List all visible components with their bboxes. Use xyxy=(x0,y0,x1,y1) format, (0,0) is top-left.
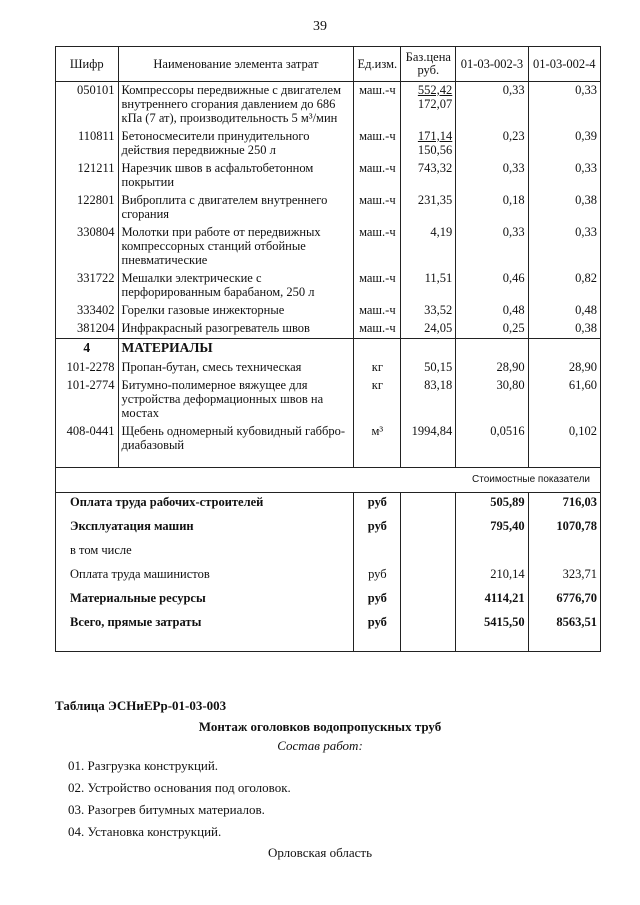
operation-item: 02. Устройство основания под оголовок. xyxy=(68,780,291,795)
value-col-3: 0,23 xyxy=(456,128,528,160)
works-title: Состав работ: xyxy=(277,738,363,753)
table-row xyxy=(56,270,601,302)
resource-price xyxy=(401,192,456,224)
table-body xyxy=(56,82,601,652)
value-col-4: 28,90 xyxy=(528,359,600,377)
summary-label: Материальные ресурсы xyxy=(56,589,354,613)
resource-name: Битумно-полимерное вяжущее для устройства деформационных швов на мостах xyxy=(118,377,354,423)
value-col-3: 0,25 xyxy=(456,320,528,339)
summary-label: Оплата труда машинистов xyxy=(56,565,354,589)
empty-cell xyxy=(528,455,600,468)
summary-unit: руб xyxy=(354,613,401,643)
page-number: 39 xyxy=(313,19,327,34)
summary-row xyxy=(56,541,601,565)
spacer-row xyxy=(56,455,601,468)
summary-col-3 xyxy=(456,541,528,565)
price-value-secondary: 150,56 xyxy=(417,143,453,157)
summary-col-4 xyxy=(528,541,600,565)
header-code: Шифр xyxy=(56,47,119,82)
summary-col-3: 4114,21 xyxy=(456,589,528,613)
resource-unit: маш.-ч xyxy=(354,128,401,160)
resource-unit: маш.-ч xyxy=(354,192,401,224)
resource-unit: маш.-ч xyxy=(354,270,401,302)
summary-label: Оплата труда рабочих-строителей xyxy=(56,493,354,518)
empty-cell xyxy=(354,643,401,652)
value-col-3: 30,80 xyxy=(456,377,528,423)
operations-list xyxy=(68,755,291,843)
value-col-3: 0,0516 xyxy=(456,423,528,455)
resource-name: Щебень одномерный кубовидный габбро-диабазовый xyxy=(118,423,354,455)
summary-row xyxy=(56,565,601,589)
price-value: 4,19 xyxy=(430,225,453,239)
resource-table xyxy=(55,46,601,652)
resource-code: 333402 xyxy=(56,302,119,320)
operation-item: 03. Разогрев битумных материалов. xyxy=(68,802,265,817)
resource-price xyxy=(401,82,456,129)
resource-unit: м³ xyxy=(354,423,401,455)
resource-name: Пропан-бутан, смесь техническая xyxy=(118,359,354,377)
summary-label: Всего, прямые затраты xyxy=(56,613,354,643)
empty-cell xyxy=(56,455,119,468)
table-row xyxy=(56,320,601,339)
resource-unit: маш.-ч xyxy=(354,82,401,129)
resource-price: 1994,84 xyxy=(401,423,456,455)
resource-code: 101-2774 xyxy=(56,377,119,423)
resource-unit: маш.-ч xyxy=(354,320,401,339)
resource-name: Молотки при работе от передвижных компрессорных станций отбойные пневматические xyxy=(118,224,354,270)
table-row xyxy=(56,423,601,455)
price-value-secondary: 172,07 xyxy=(417,97,453,111)
price-value: 552,42 xyxy=(417,83,453,97)
empty-cell xyxy=(56,643,354,652)
caption-row xyxy=(56,468,601,493)
value-col-4: 0,38 xyxy=(528,320,600,339)
table-row xyxy=(56,224,601,270)
resource-price xyxy=(401,302,456,320)
resource-code: 331722 xyxy=(56,270,119,302)
value-col-3: 0,33 xyxy=(456,82,528,129)
empty-cell xyxy=(401,541,456,565)
table-row xyxy=(56,192,601,224)
empty-cell xyxy=(528,643,600,652)
table-row xyxy=(56,302,601,320)
resource-code: 110811 xyxy=(56,128,119,160)
resource-price xyxy=(401,320,456,339)
table-subtitle: Монтаж оголовков водопропускных труб xyxy=(198,719,442,734)
empty-cell xyxy=(401,613,456,643)
resource-name: Мешалки электрические с перфорированным барабаном, 250 л xyxy=(118,270,354,302)
price-value: 24,05 xyxy=(424,321,453,335)
summary-col-3: 795,40 xyxy=(456,517,528,541)
summary-col-3: 5415,50 xyxy=(456,613,528,643)
value-col-4: 0,33 xyxy=(528,82,600,129)
summary-row xyxy=(56,613,601,643)
empty-cell xyxy=(354,455,401,468)
operation-item: 04. Установка конструкций. xyxy=(68,824,222,839)
empty-cell xyxy=(401,517,456,541)
resource-unit: кг xyxy=(354,377,401,423)
empty-cell xyxy=(354,339,401,360)
resource-price: 83,18 xyxy=(401,377,456,423)
resource-unit: маш.-ч xyxy=(354,160,401,192)
table-title: Таблица ЭСНиЕРр-01-03-003 xyxy=(55,698,227,713)
summary-label: Эксплуатация машин xyxy=(56,517,354,541)
empty-cell xyxy=(401,565,456,589)
value-col-3: 0,48 xyxy=(456,302,528,320)
summary-row xyxy=(56,589,601,613)
empty-cell xyxy=(456,455,528,468)
price-value: 171,14 xyxy=(417,129,453,143)
value-col-3: 0,33 xyxy=(456,160,528,192)
section-row xyxy=(56,339,601,360)
price-value: 11,51 xyxy=(424,271,453,285)
empty-cell xyxy=(401,589,456,613)
empty-cell xyxy=(456,643,528,652)
resource-unit: маш.-ч xyxy=(354,224,401,270)
value-col-4: 0,48 xyxy=(528,302,600,320)
resource-code: 121211 xyxy=(56,160,119,192)
summary-unit: руб xyxy=(354,589,401,613)
price-value: 33,52 xyxy=(424,303,453,317)
resource-unit: кг xyxy=(354,359,401,377)
summary-row xyxy=(56,493,601,518)
table-row xyxy=(56,359,601,377)
section-code: 4 xyxy=(56,339,119,360)
summary-col-4: 6776,70 xyxy=(528,589,600,613)
resource-code: 122801 xyxy=(56,192,119,224)
resource-name: Компрессоры передвижные с двигателем внутреннего сгорания давлением до 686 кПа (7 ат), производительность 5 м³/мин xyxy=(118,82,354,129)
value-col-3: 0,46 xyxy=(456,270,528,302)
value-col-3: 0,33 xyxy=(456,224,528,270)
table-row xyxy=(56,128,601,160)
summary-col-4: 8563,51 xyxy=(528,613,600,643)
value-col-4: 0,33 xyxy=(528,224,600,270)
empty-cell xyxy=(401,339,456,360)
summary-col-4: 1070,78 xyxy=(528,517,600,541)
summary-col-3: 210,14 xyxy=(456,565,528,589)
value-col-4: 0,82 xyxy=(528,270,600,302)
summary-label: в том числе xyxy=(56,541,354,565)
value-col-4: 0,38 xyxy=(528,192,600,224)
price-value: 743,32 xyxy=(417,161,453,175)
header-price: Баз.цена руб. xyxy=(401,47,456,82)
price-value: 231,35 xyxy=(417,193,453,207)
resource-code: 101-2278 xyxy=(56,359,119,377)
resource-name: Виброплита с двигателем внутреннего сгорания xyxy=(118,192,354,224)
summary-unit: руб xyxy=(354,565,401,589)
empty-cell xyxy=(401,643,456,652)
resource-name: Инфракрасный разогреватель швов xyxy=(118,320,354,339)
resource-price xyxy=(401,128,456,160)
value-col-4: 0,39 xyxy=(528,128,600,160)
table-row xyxy=(56,82,601,129)
resource-price xyxy=(401,224,456,270)
empty-cell xyxy=(401,493,456,518)
resource-price xyxy=(401,270,456,302)
resource-unit: маш.-ч xyxy=(354,302,401,320)
header-unit: Ед.изм. xyxy=(354,47,401,82)
resource-name: Нарезчик швов в асфальтобетонном покрытии xyxy=(118,160,354,192)
value-col-4: 0,33 xyxy=(528,160,600,192)
summary-unit: руб xyxy=(354,493,401,518)
resource-price: 50,15 xyxy=(401,359,456,377)
value-col-4: 61,60 xyxy=(528,377,600,423)
operation-item: 01. Разгрузка конструкций. xyxy=(68,758,219,773)
resource-code: 330804 xyxy=(56,224,119,270)
resource-code: 408-0441 xyxy=(56,423,119,455)
resource-code: 050101 xyxy=(56,82,119,129)
section-name: МАТЕРИАЛЫ xyxy=(118,339,354,360)
resource-code: 381204 xyxy=(56,320,119,339)
summary-row xyxy=(56,517,601,541)
resource-name: Бетоносмесители принудительного действия передвижные 250 л xyxy=(118,128,354,160)
region-footer: Орловская область xyxy=(267,845,373,860)
header-col-4: 01-03-002-4 xyxy=(528,47,600,82)
cost-caption: Стоимостные показатели xyxy=(56,468,601,493)
value-col-4: 0,102 xyxy=(528,423,600,455)
summary-col-4: 323,71 xyxy=(528,565,600,589)
empty-cell xyxy=(528,339,600,360)
summary-col-3: 505,89 xyxy=(456,493,528,518)
table-row xyxy=(56,377,601,423)
table-row xyxy=(56,160,601,192)
table-header xyxy=(56,47,601,82)
bottom-row xyxy=(56,643,601,652)
empty-cell xyxy=(118,455,354,468)
header-name: Наименование элемента затрат xyxy=(118,47,354,82)
summary-unit xyxy=(354,541,401,565)
summary-unit: руб xyxy=(354,517,401,541)
value-col-3: 0,18 xyxy=(456,192,528,224)
summary-col-4: 716,03 xyxy=(528,493,600,518)
resource-price xyxy=(401,160,456,192)
value-col-3: 28,90 xyxy=(456,359,528,377)
empty-cell xyxy=(401,455,456,468)
resource-name: Горелки газовые инжекторные xyxy=(118,302,354,320)
header-col-3: 01-03-002-3 xyxy=(456,47,528,82)
empty-cell xyxy=(456,339,528,360)
